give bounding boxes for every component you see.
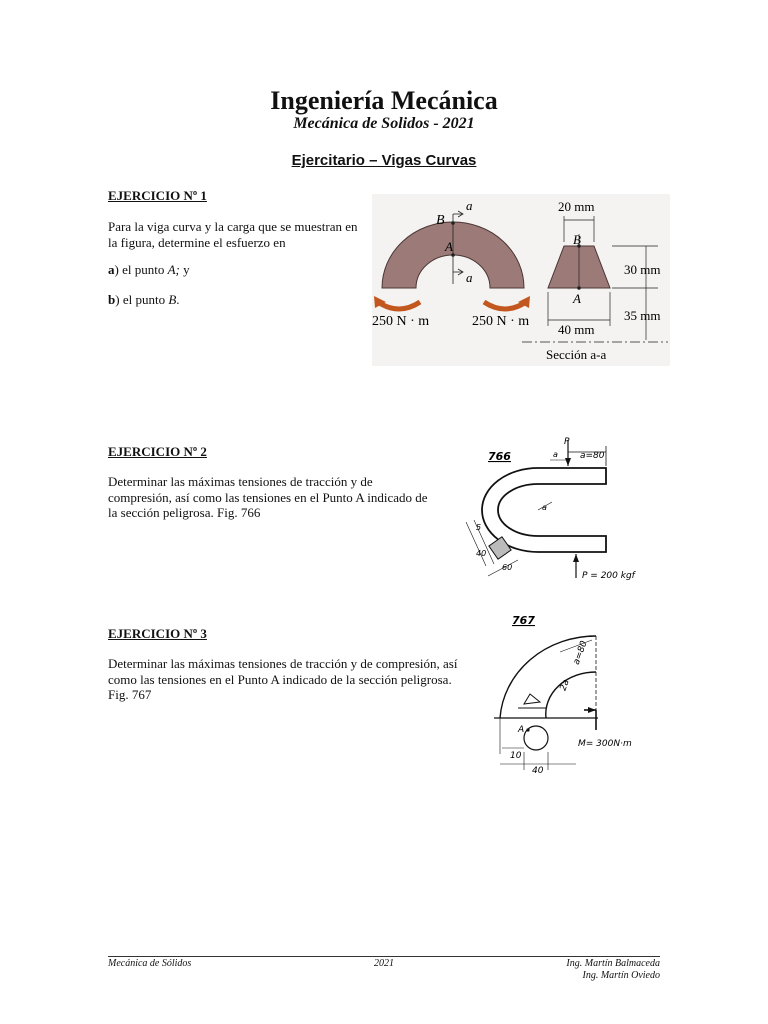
load-top-label: P bbox=[564, 437, 570, 447]
dim-60: 60 bbox=[502, 563, 513, 572]
fig-766-number: 766 bbox=[488, 450, 511, 463]
moment-left-label: 250 N · m bbox=[372, 314, 430, 329]
ex1-item-b: b) el punto B. bbox=[108, 292, 180, 307]
dim-10: 10 bbox=[510, 751, 522, 761]
dim-a80: a=80 bbox=[580, 451, 605, 461]
footer-right-1: Ing. Martín Balmaceda bbox=[566, 958, 660, 969]
ex2-figure bbox=[458, 436, 635, 586]
dim-2a: 2a bbox=[558, 678, 572, 693]
load-bottom-label: P = 200 kgf bbox=[582, 571, 635, 581]
ex1-item-b-label: b bbox=[108, 292, 116, 307]
moment-label-767: M= 300N·m bbox=[578, 739, 632, 749]
label-a-top-766: a bbox=[553, 450, 558, 459]
ex1-statement: Para la viga curva y la carga que se muestran en la figura, determine el esfuerzo en bbox=[108, 219, 358, 250]
section-caption: Sección a-a bbox=[546, 347, 607, 362]
ex2-heading: EJERCICIO Nº 2 bbox=[108, 444, 207, 459]
ex1-item-a-label: a bbox=[108, 262, 115, 277]
dim-a80-767: a=80 bbox=[571, 639, 590, 667]
page-subtitle: Mecánica de Solidos - 2021 bbox=[293, 115, 475, 132]
moment-right-label: 250 N · m bbox=[472, 314, 530, 329]
fig-767-number: 767 bbox=[512, 614, 535, 627]
section-title: Ejercitario – Vigas Curvas bbox=[291, 152, 477, 169]
dim-40-767: 40 bbox=[532, 766, 544, 776]
ex1-figure bbox=[372, 194, 670, 366]
section-B: B bbox=[573, 232, 581, 247]
footer-right-2: Ing. Martín Oviedo bbox=[582, 970, 660, 981]
label-a-top: a bbox=[466, 198, 473, 213]
page-title: Ingeniería Mecánica bbox=[270, 86, 498, 115]
dim-5: 5 bbox=[476, 523, 482, 532]
label-B: B bbox=[436, 213, 445, 228]
label-a-inner-766: a bbox=[542, 503, 547, 512]
dim-bottom: 40 mm bbox=[558, 322, 595, 337]
footer-center: 2021 bbox=[374, 958, 394, 969]
dim-top: 20 mm bbox=[558, 199, 595, 214]
ex3-heading: EJERCICIO Nº 3 bbox=[108, 626, 207, 641]
ex3-figure bbox=[488, 612, 632, 776]
ex1-item-a: a) el punto A; y bbox=[108, 262, 190, 277]
label-a-bottom: a bbox=[466, 270, 473, 285]
dim-40-766: 40 bbox=[476, 549, 487, 558]
ex2-statement: Determinar las máximas tensiones de tracción y de compresión, así como las tensiones en el Punto A indicado de la sección peligrosa. Fig. 766 bbox=[108, 474, 428, 520]
dim-offset: 35 mm bbox=[624, 308, 661, 323]
label-A-767: A bbox=[518, 725, 525, 735]
ex3-statement: Determinar las máximas tensiones de tracción y de compresión, así como las tensiones en el Punto A indicado de la sección peligrosa. Fig. 767 bbox=[108, 656, 458, 702]
dim-height: 30 mm bbox=[624, 262, 661, 277]
ex1-heading: EJERCICIO Nº 1 bbox=[108, 188, 207, 203]
footer-divider bbox=[108, 956, 660, 957]
label-A: A bbox=[445, 239, 453, 254]
section-A: A bbox=[573, 291, 581, 306]
footer-left: Mecánica de Sólidos bbox=[108, 958, 192, 969]
